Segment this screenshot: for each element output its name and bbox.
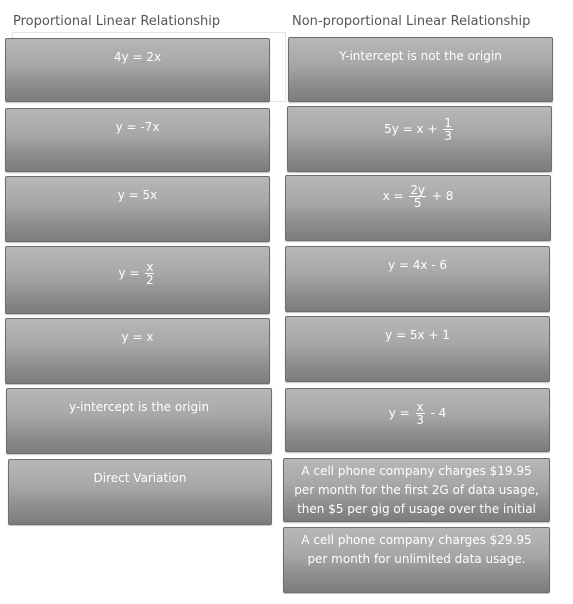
tile-label: Y-intercept is not the origin [339,49,502,63]
proportional-column-header: Proportional Linear Relationship [13,14,221,29]
fraction-numerator: x [416,400,424,414]
tile-equation [286,401,549,426]
tile-label: y-intercept is the origin [68,400,210,414]
fraction [145,261,154,286]
tile-y-equals-4x-minus-6[interactable] [285,246,550,312]
tile-label: y = 4x - 6 [387,258,448,272]
tile-label: y = x [121,330,154,344]
fraction-numerator: x [146,260,154,274]
fraction-numerator: 2y [410,183,426,197]
tile-equation [286,184,550,209]
equation-prefix: y = [388,406,414,420]
equation-prefix: 5y = x + [384,122,442,136]
tile-label: y = -7x [115,120,160,134]
tile-cell-phone-plan-tiered[interactable] [283,458,550,522]
fraction [416,401,425,426]
equation-suffix: + 8 [428,189,454,203]
tile-4y-equals-2x[interactable] [5,38,270,102]
non-proportional-column-header: Non-proportional Linear Relationship [292,14,531,29]
tile-y-equals-5x-plus-1[interactable] [285,316,550,382]
fraction-denominator: 3 [444,129,452,143]
fraction-denominator: 5 [413,196,422,210]
fraction [443,117,453,142]
tile-label: y = 5x + 1 [385,328,450,342]
tile-y-intercept-not-origin[interactable] [288,37,553,102]
fraction-numerator: 1 [444,116,452,130]
tile-label: A cell phone company charges $19.95 per month for the first 2G of data usage, then $5 per gig of usage over the initial [294,464,539,516]
tile-label: A cell phone company charges $29.95 per month for unlimited data usage. [301,533,532,566]
tile-x-equals-2y-over-5-plus-8[interactable] [285,175,551,241]
tile-y-equals-neg7x[interactable] [5,108,270,172]
equation-prefix: x = [382,189,408,203]
tile-label: Direct Variation [93,471,187,485]
tile-equation [6,261,269,286]
tile-direct-variation[interactable] [8,459,272,525]
tile-y-equals-x-over-2[interactable] [5,246,270,314]
tile-label: y = 5x [117,188,158,202]
tile-cell-phone-plan-unlimited[interactable] [283,527,550,593]
tile-y-equals-x-over-3-minus-4[interactable] [285,388,550,452]
tile-y-intercept-origin[interactable] [6,388,272,454]
tile-equation [288,117,551,142]
tile-y-equals-x[interactable] [5,318,270,384]
equation-prefix: y = [118,266,144,280]
tile-label: 4y = 2x [113,50,162,64]
fraction-denominator: 2 [146,273,154,287]
tile-5y-equals-x-plus-one-third[interactable] [287,106,552,172]
equation-suffix: - 4 [426,406,447,420]
tile-y-equals-5x[interactable] [5,176,270,242]
fraction-denominator: 3 [416,413,424,427]
fraction [409,184,426,209]
